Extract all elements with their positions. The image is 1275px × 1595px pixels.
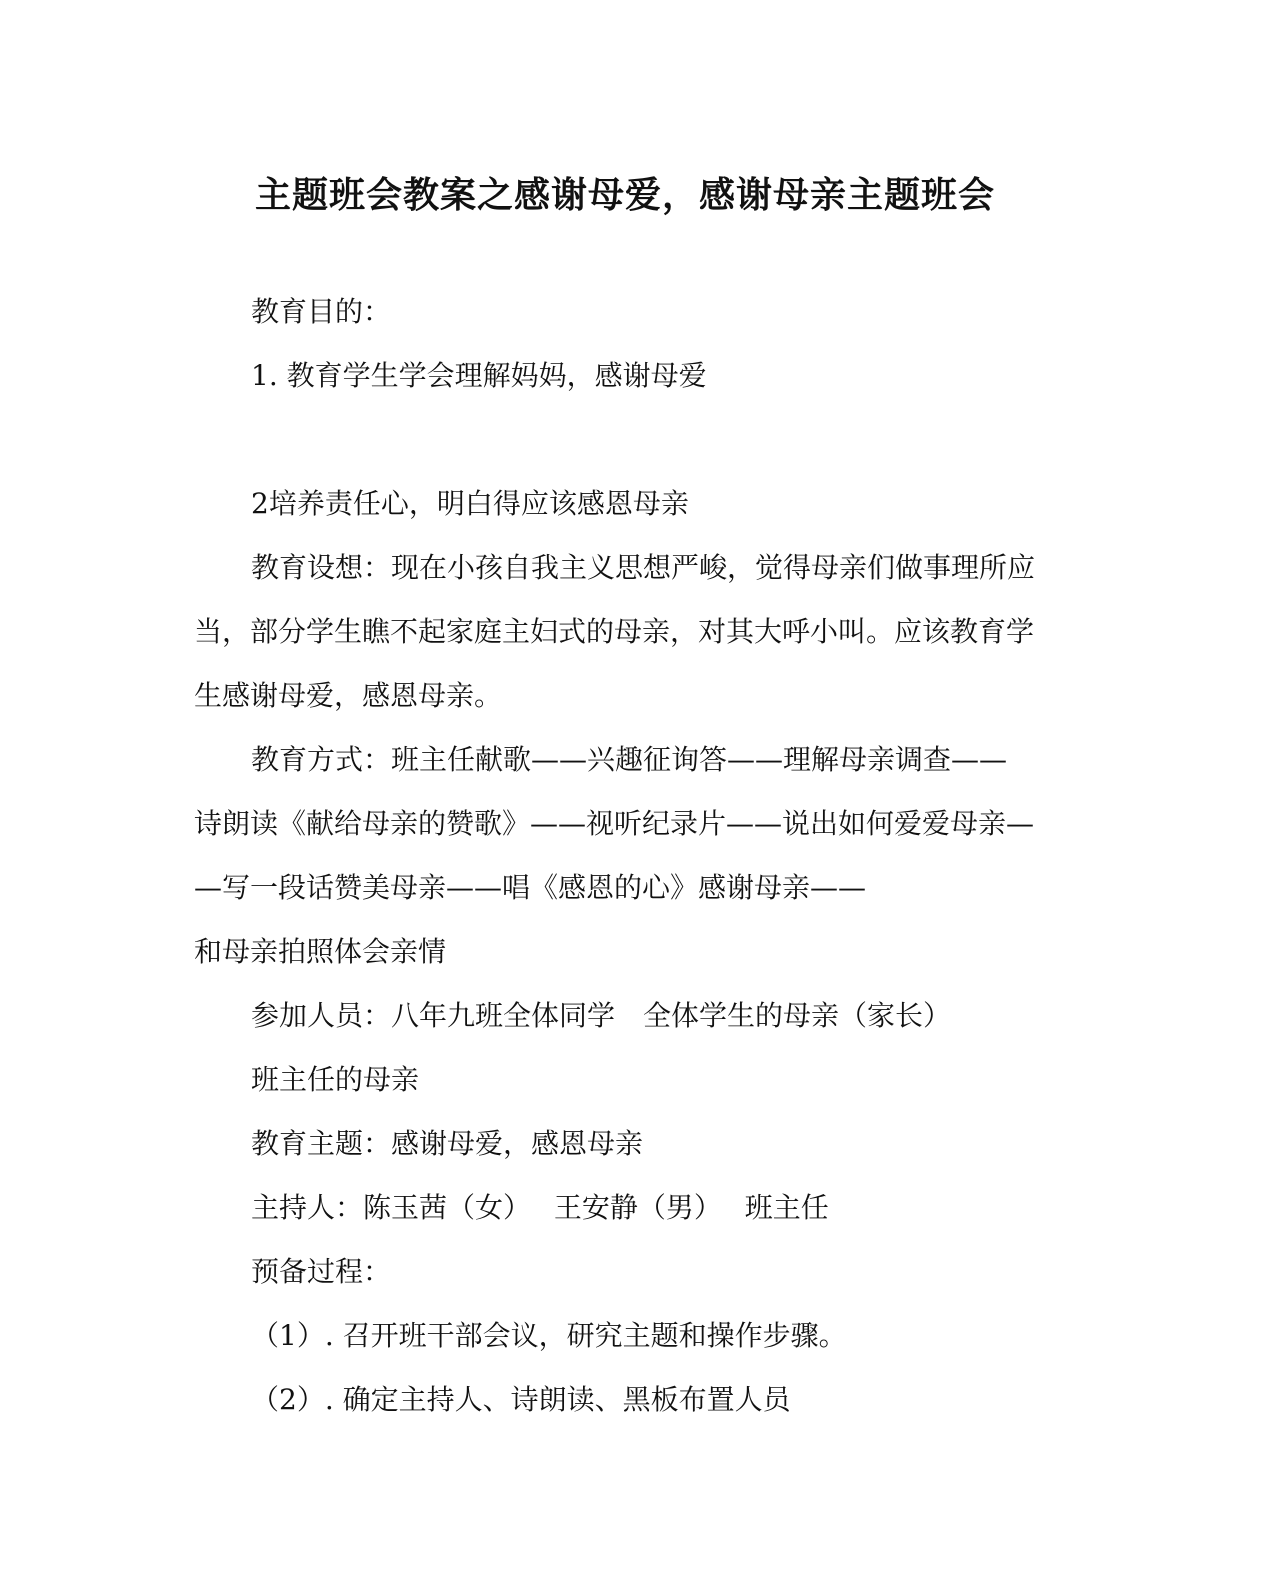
idea-line-2: 当，部分学生瞧不起家庭主妇式的母亲，对其大呼小叫。应该教育学: [194, 615, 1035, 648]
method-line-2: 诗朗读《献给母亲的赞歌》——视听纪录片——说出如何爱爱母亲—: [194, 807, 1035, 840]
document-title: 主题班会教案之感谢母爱，感谢母亲主题班会: [254, 174, 995, 216]
prep-item-1: （1）. 召开班干部会议，研究主题和操作步骤。: [251, 1319, 847, 1352]
goal-heading: 教育目的：: [251, 295, 392, 328]
prep-item-2: （2）. 确定主持人、诗朗读、黑板布置人员: [251, 1383, 791, 1416]
prep-heading: 预备过程：: [251, 1255, 392, 1288]
method-line-3: —写一段话赞美母亲——唱《感恩的心》感谢母亲——: [194, 871, 867, 904]
participants-line-2: 班主任的母亲: [251, 1063, 420, 1096]
blank-line: [194, 408, 1064, 472]
participants-line-1: 参加人员：八年九班全体同学 全体学生的母亲（家长）: [251, 999, 952, 1032]
goal-item-1: 1. 教育学生学会理解妈妈，感谢母爱: [251, 359, 707, 392]
goal-item-2: 2培养责任心，明白得应该感恩母亲: [251, 487, 689, 520]
theme-line: 教育主题：感谢母爱，感恩母亲: [251, 1127, 644, 1160]
hosts-line: 主持人：陈玉茜（女） 王安静（男） 班主任: [251, 1191, 829, 1224]
method-line-1: 教育方式：班主任献歌——兴趣征询答——理解母亲调查——: [251, 743, 1008, 776]
idea-line-1: 教育设想：现在小孩自我主义思想严峻，觉得母亲们做事理所应: [251, 551, 1036, 584]
idea-line-3: 生感谢母爱，感恩母亲。: [194, 679, 503, 712]
document-body: [194, 280, 1064, 1432]
method-line-4: 和母亲拍照体会亲情: [194, 935, 447, 968]
